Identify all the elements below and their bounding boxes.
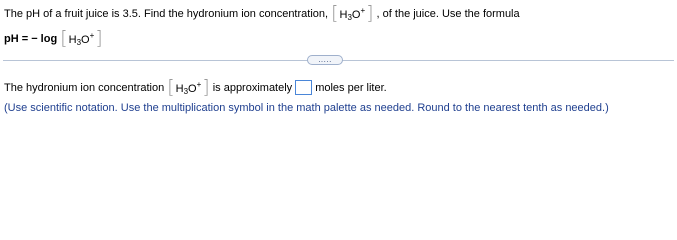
answer-middle-text: is approximately xyxy=(212,81,293,94)
answer-hydronium-expression xyxy=(167,78,209,97)
question-line-1 xyxy=(4,4,520,23)
right-bracket: ] xyxy=(95,27,103,49)
answer-row xyxy=(4,78,387,97)
instruction-hint: (Use scientific notation. Use the multiplication symbol in the math palette as needed. Round to the nearest tenth as needed.) xyxy=(4,102,609,114)
formula-lhs: pH = − log xyxy=(4,32,58,45)
formula-hydronium-expression xyxy=(60,29,102,48)
answer-prefix: The hydronium ion concentration xyxy=(4,81,165,94)
hydronium-formula: $H_3O^+$ xyxy=(68,30,95,47)
question-text-continued: , of the juice. Use the formula xyxy=(376,7,520,20)
expand-button[interactable]: ..... xyxy=(307,55,343,65)
right-bracket: ] xyxy=(202,76,210,98)
hydronium-formula: $H_3O^+$ xyxy=(339,5,366,22)
hydronium-expression xyxy=(331,4,373,23)
right-bracket: ] xyxy=(366,2,374,24)
hydronium-formula: $H_3O^+$ xyxy=(175,79,202,96)
question-text: The pH of a fruit juice is 3.5. Find the hydronium ion concentration, xyxy=(4,7,329,20)
left-bracket: [ xyxy=(167,76,175,98)
left-bracket: [ xyxy=(331,2,339,24)
left-bracket: [ xyxy=(60,27,68,49)
answer-suffix: moles per liter. xyxy=(315,81,387,94)
answer-input[interactable] xyxy=(295,80,312,95)
formula-line xyxy=(4,29,106,48)
